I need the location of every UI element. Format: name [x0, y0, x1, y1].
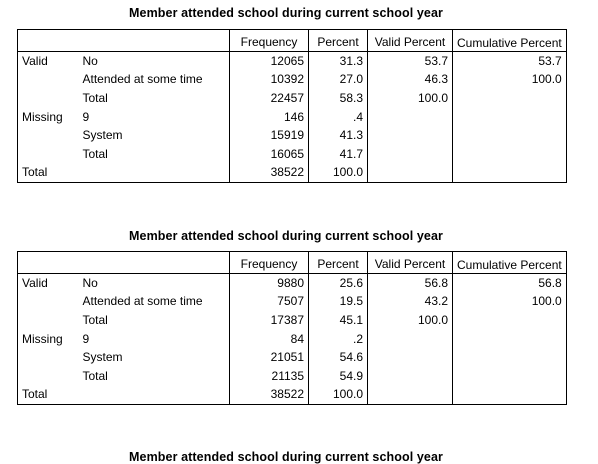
valid-percent-cell: [368, 163, 453, 182]
row-group-label: Valid: [22, 53, 48, 68]
row-group-label: [18, 70, 79, 89]
cumulative-percent-cell: 100.0: [453, 70, 567, 89]
cumulative-percent-cell: [453, 107, 567, 126]
table-row: [18, 311, 567, 330]
frequency-cell: 38522: [270, 387, 304, 402]
frequency-cell: 10392: [270, 72, 304, 87]
header-row: [18, 252, 567, 274]
frequency-cell: 38522: [270, 165, 304, 180]
row-label: [79, 163, 230, 182]
col-header-frequency: Frequency: [230, 252, 309, 274]
percent-cell: 27.0: [309, 70, 368, 89]
percent-cell: 41.7: [309, 145, 368, 164]
table-row: [18, 70, 567, 89]
valid-percent-cell: 100.0: [368, 311, 453, 330]
cumulative-percent-cell: [453, 329, 567, 348]
percent-cell: 54.6: [309, 348, 368, 367]
table-row: [18, 89, 567, 108]
row-group-label: Total: [22, 165, 48, 180]
percent-cell: .2: [309, 329, 368, 348]
col-header-valid-percent: Valid Percent: [368, 252, 453, 274]
percent-cell: .4: [309, 107, 368, 126]
cumulative-percent-cell: 100.0: [453, 292, 567, 311]
cumulative-percent-cell: [453, 163, 567, 182]
cumulative-percent-cell: [453, 145, 567, 164]
frequency-cell: 146: [283, 109, 304, 124]
row-group-label: Missing: [22, 331, 63, 346]
table-row: [18, 385, 567, 404]
row-label: 9: [79, 107, 230, 126]
frequency-cell: 22457: [270, 91, 304, 106]
col-header-percent: Percent: [309, 252, 368, 274]
cumulative-percent-cell: 53.7: [453, 51, 567, 70]
row-label: No: [79, 273, 230, 292]
valid-percent-cell: [368, 385, 453, 404]
table-row: [18, 348, 567, 367]
col-header-valid-percent: Valid Percent: [368, 30, 453, 52]
frequency-cell: 15919: [270, 128, 304, 143]
row-group-label: [18, 292, 79, 311]
row-label: Total: [79, 367, 230, 386]
valid-percent-cell: [368, 145, 453, 164]
valid-percent-cell: 46.3: [368, 70, 453, 89]
percent-cell: 100.0: [309, 163, 368, 182]
valid-percent-cell: [368, 348, 453, 367]
percent-cell: 25.6: [309, 273, 368, 292]
row-label: Total: [79, 89, 230, 108]
valid-percent-cell: 56.8: [368, 273, 453, 292]
percent-cell: 58.3: [309, 89, 368, 108]
cumulative-percent-cell: 56.8: [453, 273, 567, 292]
table-title: Member attended school during current school year: [129, 229, 443, 243]
row-group-label: [18, 311, 79, 330]
row-group-label: Missing: [22, 109, 63, 124]
table-row: [18, 107, 567, 126]
cumulative-percent-cell: [453, 311, 567, 330]
col-header-percent: Percent: [309, 30, 368, 52]
table-row: [18, 292, 567, 311]
frequency-cell: 7507: [277, 294, 304, 309]
cumulative-percent-cell: [453, 89, 567, 108]
table-title: Member attended school during current school year: [129, 6, 443, 20]
frequency-table: [17, 29, 567, 183]
frequency-table: [17, 251, 567, 405]
valid-percent-cell: [368, 367, 453, 386]
table-row: [18, 126, 567, 145]
frequency-cell: 84: [290, 331, 304, 346]
table-row: [18, 145, 567, 164]
partial-table-title: Member attended school during current school year: [129, 450, 443, 464]
valid-percent-cell: [368, 126, 453, 145]
frequency-cell: 21135: [271, 368, 304, 383]
col-header-frequency: Frequency: [230, 30, 309, 52]
valid-percent-cell: 43.2: [368, 292, 453, 311]
valid-percent-cell: 100.0: [368, 89, 453, 108]
row-group-label: [18, 367, 79, 386]
row-label: Attended at some time: [79, 70, 230, 89]
frequency-cell: 21051: [270, 350, 304, 365]
col-header-cumulative-percent: Cumulative Percent: [453, 252, 567, 274]
valid-percent-cell: 53.7: [368, 51, 453, 70]
row-group-label: [18, 348, 79, 367]
percent-cell: 54.9: [309, 367, 368, 386]
valid-percent-cell: [368, 329, 453, 348]
row-group-label: [18, 126, 79, 145]
percent-cell: 31.3: [309, 51, 368, 70]
row-label: Attended at some time: [79, 292, 230, 311]
table-row: [18, 367, 567, 386]
table-row: [18, 273, 567, 292]
row-label: 9: [79, 329, 230, 348]
row-label: Total: [79, 311, 230, 330]
row-label: No: [79, 51, 230, 70]
row-label: System: [79, 126, 230, 145]
frequency-cell: 16065: [270, 146, 304, 161]
row-group-label: Valid: [22, 275, 48, 290]
table-row: [18, 51, 567, 70]
percent-cell: 19.5: [309, 292, 368, 311]
frequency-cell: 17387: [270, 313, 304, 328]
cumulative-percent-cell: [453, 126, 567, 145]
row-group-label: [18, 145, 79, 164]
row-group-label: Total: [22, 387, 48, 402]
row-label: System: [79, 348, 230, 367]
percent-cell: 41.3: [309, 126, 368, 145]
row-label: [79, 385, 230, 404]
table-row: [18, 163, 567, 182]
cumulative-percent-cell: [453, 348, 567, 367]
cumulative-percent-cell: [453, 385, 567, 404]
row-label: Total: [79, 145, 230, 164]
valid-percent-cell: [368, 107, 453, 126]
header-row: [18, 30, 567, 52]
row-group-label: [18, 89, 79, 108]
col-header-cumulative-percent: Cumulative Percent: [453, 30, 567, 52]
percent-cell: 100.0: [309, 385, 368, 404]
frequency-cell: 9880: [277, 275, 304, 290]
percent-cell: 45.1: [309, 311, 368, 330]
frequency-cell: 12065: [270, 53, 304, 68]
table-row: [18, 329, 567, 348]
cumulative-percent-cell: [453, 367, 567, 386]
